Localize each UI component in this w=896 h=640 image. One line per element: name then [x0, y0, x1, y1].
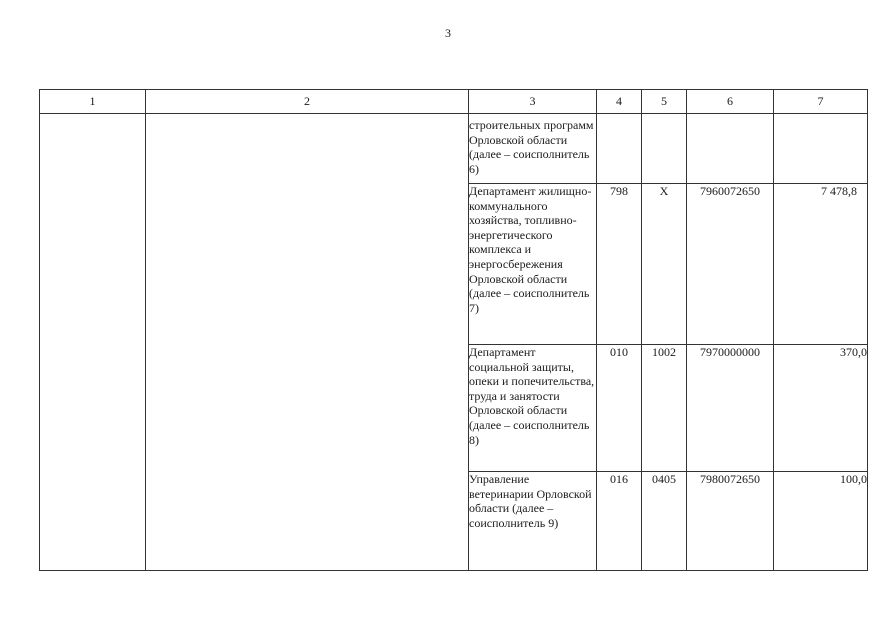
column-header: 3 [469, 90, 597, 114]
executor-cell: Департамент жилищно-коммунального хозяйства, топливно-энергетического комплекса и энергосбережения Орловской области (далее – соисполнитель 7) [469, 184, 597, 345]
budget-table [39, 89, 868, 571]
table-header-row [40, 90, 868, 114]
target-article-cell [687, 114, 774, 184]
page-number: 3 [445, 26, 451, 40]
merged-cell-col2 [146, 114, 469, 571]
code-cell [597, 114, 642, 184]
section-cell: 0405 [642, 472, 687, 571]
executor-cell: Департамент социальной защиты, опеки и попечительства, труда и занятости Орловской области (далее – соисполнитель 8) [469, 345, 597, 472]
code-cell: 010 [597, 345, 642, 472]
column-header: 5 [642, 90, 687, 114]
section-cell: Х [642, 184, 687, 345]
column-header: 7 [774, 90, 868, 114]
code-cell: 016 [597, 472, 642, 571]
section-cell: 1002 [642, 345, 687, 472]
target-article-cell: 7980072650 [687, 472, 774, 571]
target-article-cell: 7970000000 [687, 345, 774, 472]
amount-cell [774, 114, 868, 184]
amount-cell: 370,0 [774, 345, 868, 472]
table-row [40, 114, 868, 184]
column-header: 6 [687, 90, 774, 114]
target-article-cell: 7960072650 [687, 184, 774, 345]
column-header: 2 [146, 90, 469, 114]
column-header: 1 [40, 90, 146, 114]
amount-cell: 7 478,8 [774, 184, 868, 345]
column-header: 4 [597, 90, 642, 114]
executor-cell: строительных программ Орловской области (далее – соисполнитель 6) [469, 114, 597, 184]
amount-cell: 100,0 [774, 472, 868, 571]
code-cell: 798 [597, 184, 642, 345]
section-cell [642, 114, 687, 184]
executor-cell: Управление ветеринарии Орловской области (далее – соисполнитель 9) [469, 472, 597, 571]
merged-cell-col1 [40, 114, 146, 571]
